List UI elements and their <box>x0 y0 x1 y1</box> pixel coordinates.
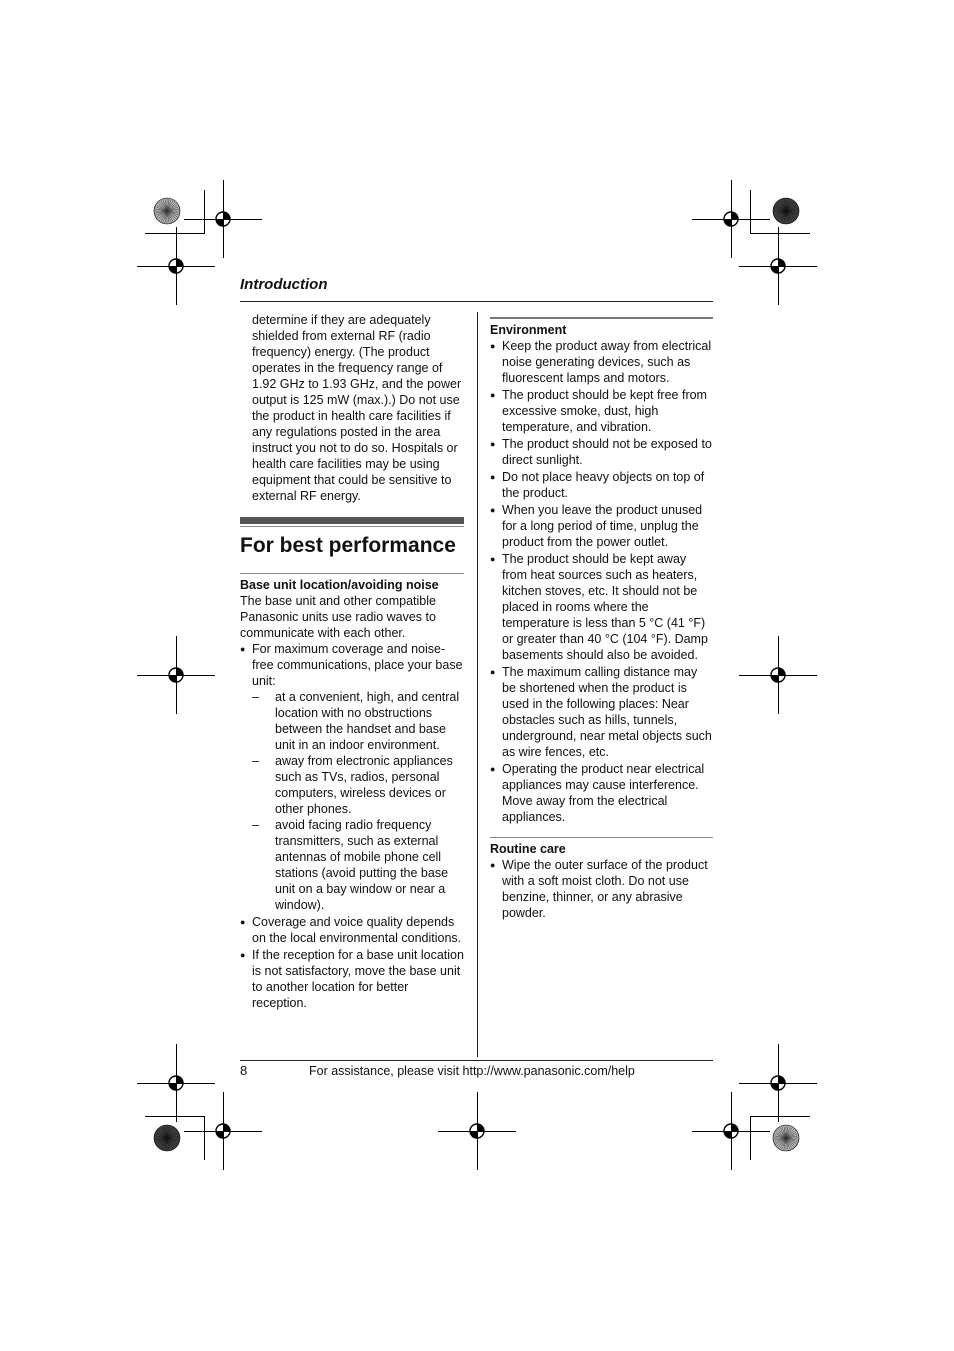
right-column <box>490 317 713 922</box>
section-bar <box>240 517 464 524</box>
bullet-text: For maximum coverage and noise-free communications, place your base unit: <box>252 642 463 688</box>
base-unit-heading: Base unit location/avoiding noise <box>240 578 439 592</box>
list-item: ● When you leave the product unused for a long period of time, unplug the product from the power outlet. <box>490 502 713 550</box>
header-rule <box>240 301 713 302</box>
placement-dash-list <box>252 689 464 913</box>
trim-mark-line <box>176 227 177 305</box>
list-item: ● The maximum calling distance may be shortened when the product is used in the following places: Near obstacles such as hills, tunnels, underground, near metal objects such as wire fences, etc. <box>490 664 713 760</box>
dash-item: – away from electronic appliances such as TVs, radios, personal computers, wireless devices or other phones. <box>252 753 464 817</box>
trim-mark-line <box>145 1116 205 1117</box>
dash-item: – at a convenient, high, and central location with no obstructions between the handset and base unit in an indoor environment. <box>252 689 464 753</box>
dash-item: – avoid facing radio frequency transmitters, such as external antennas of mobile phone cell stations (avoid putting the base unit on a bay window or near a window). <box>252 817 464 913</box>
list-item: ● Coverage and voice quality depends on the local environmental conditions. <box>240 914 464 946</box>
color-rosette-icon <box>772 1124 800 1152</box>
list-item: ● Wipe the outer surface of the product with a soft moist cloth. Do not use benzine, thinner, or any abrasive powder. <box>490 857 713 921</box>
trim-mark-line <box>778 227 779 305</box>
routine-care-list <box>490 857 713 921</box>
list-item: ● If the reception for a base unit location is not satisfactory, move the base unit to another location for better reception. <box>240 947 464 1011</box>
trim-mark-line <box>731 180 732 258</box>
column-divider <box>477 312 478 1057</box>
environment-heading: Environment <box>490 323 567 337</box>
trim-mark-line <box>204 1116 205 1160</box>
left-column <box>240 312 464 1012</box>
trim-mark-line <box>223 180 224 258</box>
subsection-rule <box>240 573 464 574</box>
trim-mark-line <box>176 1044 177 1122</box>
base-unit-bullets <box>240 641 464 1011</box>
color-rosette-icon <box>153 197 181 225</box>
environment-list <box>490 338 713 825</box>
list-item: ● Keep the product away from electrical noise generating devices, such as fluorescent lamps and motors. <box>490 338 713 386</box>
trim-mark-line <box>778 1044 779 1122</box>
list-item: ● The product should be kept free from excessive smoke, dust, high temperature, and vibration. <box>490 387 713 435</box>
base-unit-intro: The base unit and other compatible Panasonic units use radio waves to communicate with each other. <box>240 594 436 640</box>
page-number: 8 <box>240 1063 248 1078</box>
list-item: ● The product should not be exposed to direct sunlight. <box>490 436 713 468</box>
trim-mark-line <box>176 636 177 714</box>
continuation-paragraph: determine if they are adequately shielded from external RF (radio frequency) energy. (The product operates in the frequency range of 1.92 GHz to 1.93 GHz, and the power output is 125 mW (max.).) Do not use the product in health care facilities if any regulations posted in the area instruct you not to do so. Hospitals or health care facilities may be using equipment that could be sensitive to external RF energy. <box>252 313 462 503</box>
footer-assistance-text: For assistance, please visit http://www.panasonic.com/help <box>309 1064 635 1078</box>
trim-mark-line <box>477 1092 478 1170</box>
section-thin-rule <box>240 526 464 527</box>
trim-mark-line <box>750 1116 751 1160</box>
footer-rule <box>240 1060 713 1061</box>
trim-mark-line <box>750 1116 810 1117</box>
routine-care-rule <box>490 837 713 838</box>
trim-mark-line <box>204 190 205 234</box>
list-item <box>240 641 464 913</box>
section-title: For best performance <box>240 534 456 557</box>
trim-mark-line <box>145 233 205 234</box>
list-item: ● The product should be kept away from heat sources such as heaters, kitchen stoves, etc. It should not be placed in rooms where the temperature is less than 5 °C (41 °F) or greater than 40 °C (104 °F). Damp basements should also be avoided. <box>490 551 713 663</box>
list-item: ● Operating the product near electrical appliances may cause interference. Move away from the electrical appliances. <box>490 761 713 825</box>
trim-mark-line <box>750 190 751 234</box>
color-rosette-icon <box>772 197 800 225</box>
color-rosette-icon <box>153 1124 181 1152</box>
trim-mark-line <box>223 1092 224 1170</box>
environment-rule <box>490 317 713 319</box>
trim-mark-line <box>778 636 779 714</box>
list-item: ● Do not place heavy objects on top of the product. <box>490 469 713 501</box>
section-header: Introduction <box>240 276 328 293</box>
trim-mark-line <box>750 233 810 234</box>
trim-mark-line <box>731 1092 732 1170</box>
routine-care-heading: Routine care <box>490 842 566 856</box>
